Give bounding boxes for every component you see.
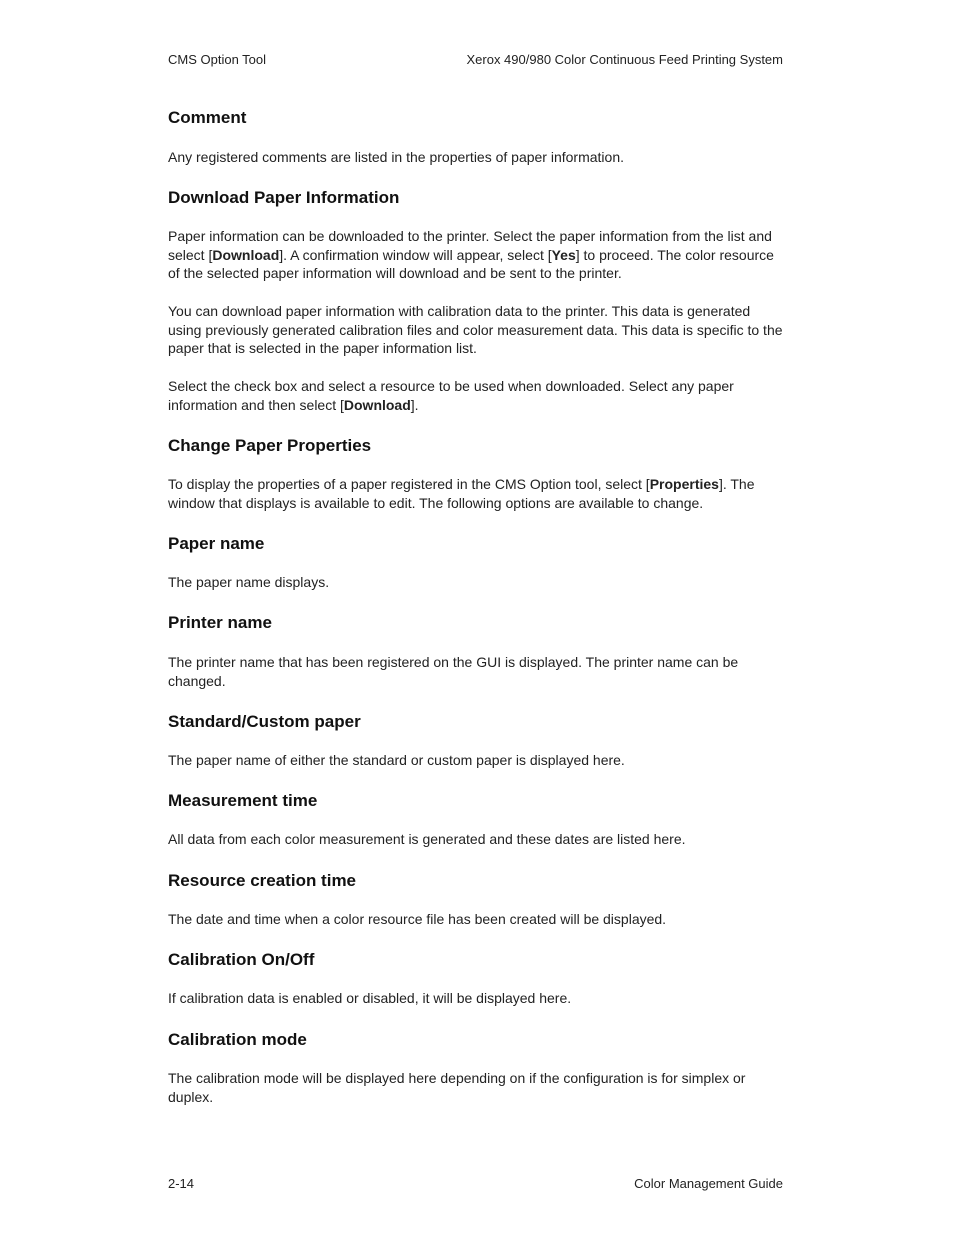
text-run: Select the check box and select a resource to be used when downloaded. Select any paper information and then select [ xyxy=(168,378,734,413)
paragraph-change xyxy=(168,475,784,512)
heading-change-paper-properties: Change Paper Properties xyxy=(168,436,372,455)
text-run: Paper information can be downloaded to the printer. Select the paper information from the list and select [ xyxy=(168,228,772,263)
text-run: To display the properties of a paper registered in the CMS Option tool, select [ xyxy=(168,476,650,492)
heading-paper-name: Paper name xyxy=(168,534,265,553)
paragraph-standard-custom-paper: The paper name of either the standard or custom paper is displayed here. xyxy=(168,752,625,768)
text-run: ]. The window that displays is available to edit. The following options are available to change. xyxy=(168,476,755,511)
text-run: ] to proceed. The color resource of the selected paper information will download and be sent to the printer. xyxy=(168,246,774,282)
running-header-left: CMS Option Tool xyxy=(168,52,267,67)
paragraph-calibration-mode: The calibration mode will be displayed here depending on if the configuration is for simplex or duplex. xyxy=(168,1070,746,1105)
text-run: ]. xyxy=(410,396,419,413)
bold-term-yes: Yes xyxy=(551,246,576,263)
heading-printer-name: Printer name xyxy=(168,613,272,632)
text-run: ]. A confirmation window will appear, select [ xyxy=(279,246,552,263)
heading-comment: Comment xyxy=(168,108,247,127)
paragraph-download-3 xyxy=(168,377,784,414)
heading-measurement-time: Measurement time xyxy=(168,791,318,810)
running-header-right: Xerox 490/980 Color Continuous Feed Printing System xyxy=(466,52,783,67)
heading-calibration-on-off: Calibration On/Off xyxy=(168,950,315,969)
running-footer-guide: Color Management Guide xyxy=(634,1176,783,1191)
paragraph-download-1 xyxy=(168,227,784,283)
heading-calibration-mode: Calibration mode xyxy=(168,1030,307,1049)
page-number: 2-14 xyxy=(168,1176,195,1191)
paragraph-comment: Any registered comments are listed in the properties of paper information. xyxy=(168,149,625,165)
paragraph-download-2: You can download paper information with calibration data to the printer. This data is generated using previously generated calibration files and color measurement data. This data is specific to the paper that is selected in the paper information list. xyxy=(168,303,783,357)
bold-term-download: Download xyxy=(212,246,280,263)
paragraph-calibration-on-off: If calibration data is enabled or disabled, it will be displayed here. xyxy=(168,990,572,1006)
paragraph-measurement-time: All data from each color measurement is generated and these dates are listed here. xyxy=(168,831,686,847)
bold-term-properties: Properties xyxy=(649,476,719,492)
bold-term-download: Download xyxy=(343,396,411,413)
heading-resource-creation-time: Resource creation time xyxy=(168,871,357,890)
paragraph-printer-name: The printer name that has been registered on the GUI is displayed. The printer name can be changed. xyxy=(168,654,739,689)
paragraph-resource-creation-time: The date and time when a color resource file has been created will be displayed. xyxy=(168,911,667,927)
heading-download-paper-information: Download Paper Information xyxy=(168,188,400,207)
paragraph-paper-name: The paper name displays. xyxy=(168,574,330,590)
heading-standard-custom-paper: Standard/Custom paper xyxy=(168,712,361,731)
